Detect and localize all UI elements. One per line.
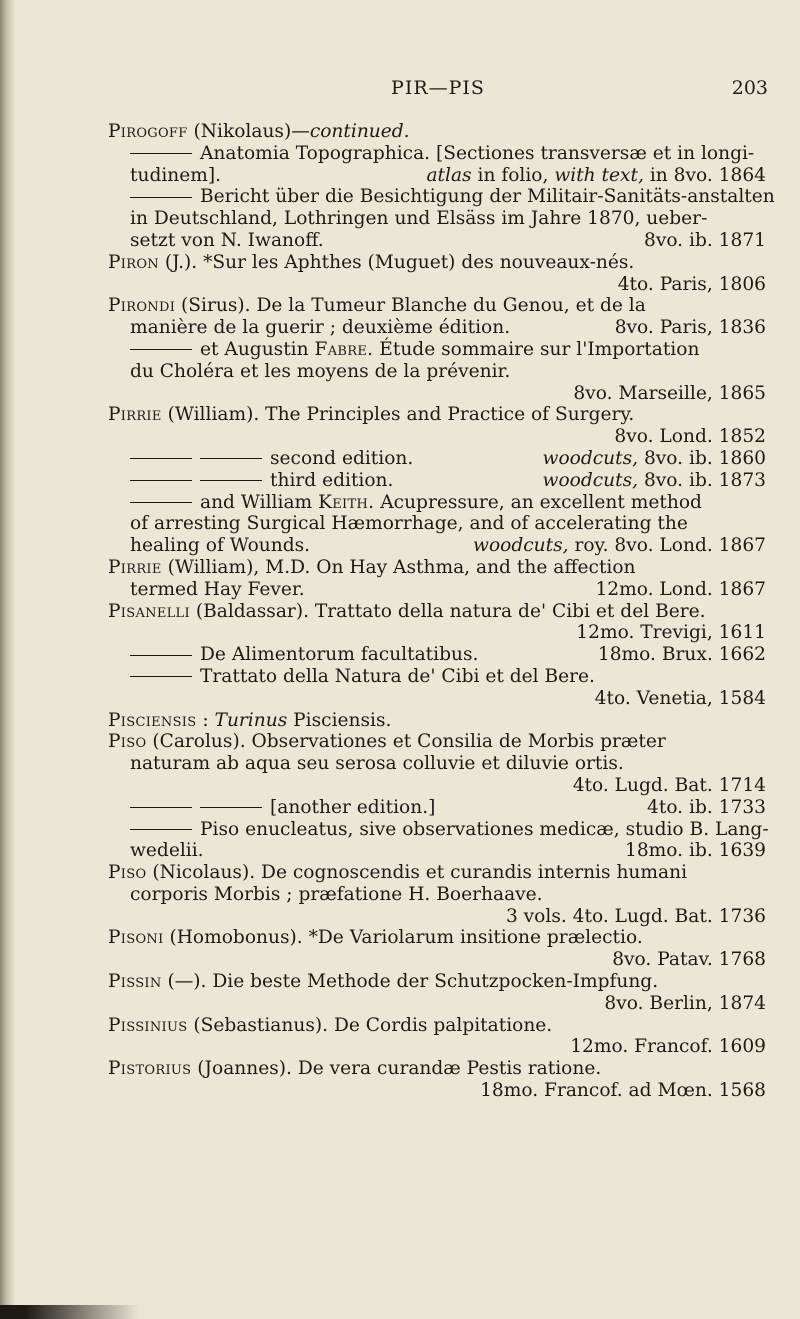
ditto-dash <box>130 197 192 198</box>
author-name: Pisciensis <box>108 709 197 731</box>
author-name: Pirrie <box>108 404 162 426</box>
entry-line: Trattato della Natura de' Cibi et del Bere. <box>108 666 768 688</box>
imprint: 4to. Paris, 1806 <box>617 273 766 295</box>
entry-text: tudinem]. <box>130 164 222 186</box>
ditto-dash <box>130 655 192 656</box>
ditto-dash <box>130 807 192 808</box>
imprint: 8vo. Marseille, 1865 <box>573 382 766 404</box>
entry-heading-pisciensis: Pisciensis : Turinus Pisciensis. <box>108 709 392 731</box>
author-name: Pissinius <box>108 1014 188 1036</box>
entry-heading-pissin: Pissin (—). Die beste Methode der Schutzpocken-Impfung. <box>108 971 659 993</box>
entry-line <box>108 143 768 165</box>
entry-heading-pirrie-md: Pirrie (William), M.D. On Hay Asthma, and the affection <box>108 556 636 578</box>
ditto-dash <box>200 807 262 808</box>
imprint: 12mo. Francof. 1609 <box>570 1036 766 1058</box>
entry-heading-pirogoff <box>108 121 768 143</box>
ditto-dash <box>130 676 192 677</box>
running-title: PIR—PIS <box>391 77 485 99</box>
imprint: 4to. Lugd. Bat. 1714 <box>572 774 766 796</box>
imprint: 12mo. Trevigi, 1611 <box>576 622 766 644</box>
ditto-dash <box>200 458 262 459</box>
entry-text: Bericht über die Besichtigung der Militair-Sanitäts-anstalten <box>200 186 775 208</box>
imprint: 18mo. ib. 1639 <box>625 840 766 862</box>
author-name: Pisanelli <box>108 600 190 622</box>
page-edge-shadow <box>0 0 16 1319</box>
running-head <box>108 78 768 102</box>
entry-line: of arresting Surgical Hæmorrhage, and of accelerating the <box>130 513 688 535</box>
imprint: 8vo. Lond. 1852 <box>614 426 766 448</box>
entry-heading-piso-carolus: Piso (Carolus). Observationes et Consilia de Morbis præter <box>108 731 666 753</box>
author-name: Pistorius <box>108 1058 192 1080</box>
entry-line: termed Hay Fever. 12mo. Lond. 1867 <box>130 578 766 600</box>
entry-heading-pirrie: Pirrie (William). The Principles and Practice of Surgery. <box>108 404 635 426</box>
entry-line: third edition. woodcuts, 8vo. ib. 1873 <box>108 470 768 492</box>
entry-line <box>108 165 768 187</box>
author-name: Piron <box>108 251 159 273</box>
ditto-dash <box>130 502 192 503</box>
entry-heading-pistorius: Pistorius (Joannes). De vera curandæ Pestis ratione. <box>108 1058 602 1080</box>
entry-heading-pisoni: Pisoni (Homobonus). *De Variolarum insitione prælectio. <box>108 927 643 949</box>
entry-heading-pirondi: Pirondi (Sirus). De la Tumeur Blanche du Genou, et de la <box>108 295 646 317</box>
author-name: Piso <box>108 731 147 753</box>
entry-heading-piso-nicolaus: Piso (Nicolaus). De cognoscendis et curandis internis humani <box>108 862 688 884</box>
author-name: Pissin <box>108 971 162 993</box>
ditto-dash <box>130 349 192 350</box>
entry-line: healing of Wounds. woodcuts, roy. 8vo. Lond. 1867 <box>130 535 766 557</box>
entry-heading-pisanelli: Pisanelli (Baldassar). Trattato della natura de' Cibi et del Bere. <box>108 600 706 622</box>
entry-line: manière de la guerir ; deuxième édition. 8vo. Paris, 1836 <box>130 317 766 339</box>
ditto-dash <box>130 480 192 481</box>
entry-line: setzt von N. Iwanoff. 8vo. ib. 1871 <box>130 229 766 251</box>
ditto-dash <box>130 829 192 830</box>
entry-line <box>108 186 775 208</box>
ditto-dash <box>130 153 192 154</box>
continued-note: continued. <box>309 121 410 142</box>
entry-line: du Choléra et les moyens de la prévenir. <box>130 360 511 382</box>
entry-line: second edition. woodcuts, 8vo. ib. 1860 <box>108 448 768 470</box>
imprint: 12mo. Lond. 1867 <box>595 578 766 600</box>
imprint: atlas in folio, with text, in 8vo. 1864 <box>426 164 766 186</box>
entry-text: Anatomia Topographica. [Sectiones transversæ et in longi- <box>200 142 755 164</box>
entry-line: corporis Morbis ; præfatione H. Boerhaave. <box>130 883 543 905</box>
entry-line: Piso enucleatus, sive observationes medicæ, studio B. Lang- <box>108 819 768 841</box>
author-name: Pisoni <box>108 927 164 949</box>
imprint: 8vo. Paris, 1836 <box>614 317 766 339</box>
entry-line: De Alimentorum facultatibus. 18mo. Brux. 1662 <box>108 644 768 666</box>
entry-line: [another edition.] 4to. ib. 1733 <box>108 797 768 819</box>
author-detail: (Nikolaus)— <box>187 121 310 142</box>
imprint: 4to. Venetia, 1584 <box>594 687 766 709</box>
bibliography-entries <box>108 121 775 1102</box>
imprint: woodcuts, roy. 8vo. Lond. 1867 <box>473 535 766 557</box>
entry-line: et Augustin Fabre. Étude sommaire sur l'Importation <box>108 339 768 361</box>
ditto-dash <box>200 480 262 481</box>
author-name: Piso <box>108 862 147 884</box>
entry-heading-pissinius: Pissinius (Sebastianus). De Cordis palpitatione. <box>108 1014 553 1036</box>
imprint: 8vo. Patav. 1768 <box>612 949 766 971</box>
imprint: 18mo. Francof. ad Mœn. 1568 <box>480 1080 766 1102</box>
entry-heading-piron: Piron (J.). *Sur les Aphthes (Muguet) des nouveaux-nés. <box>108 251 635 273</box>
entry-line: and William Keith. Acupressure, an excellent method <box>108 492 768 514</box>
imprint: 8vo. ib. 1871 <box>643 229 766 251</box>
imprint: 18mo. Brux. 1662 <box>597 644 766 666</box>
author-name: Pirrie <box>108 556 162 578</box>
author-name: Pirondi <box>108 295 176 317</box>
imprint: 4to. ib. 1733 <box>647 796 766 818</box>
page-number: 203 <box>731 77 768 99</box>
imprint: woodcuts, 8vo. ib. 1860 <box>542 447 766 469</box>
entry-line: naturam ab aqua seu serosa colluvie et diluvie ortis. <box>130 753 624 775</box>
imprint: woodcuts, 8vo. ib. 1873 <box>542 469 766 491</box>
entry-line: wedelii. 18mo. ib. 1639 <box>130 840 766 862</box>
imprint: 8vo. Berlin, 1874 <box>604 992 766 1014</box>
entry-line: in Deutschland, Lothringen und Elsäss im Jahre 1870, ueber- <box>130 208 708 230</box>
imprint: 3 vols. 4to. Lugd. Bat. 1736 <box>505 905 766 927</box>
page-corner-shadow <box>0 1305 140 1319</box>
ditto-dash <box>130 458 192 459</box>
author-name: Pirogoff <box>108 121 188 142</box>
